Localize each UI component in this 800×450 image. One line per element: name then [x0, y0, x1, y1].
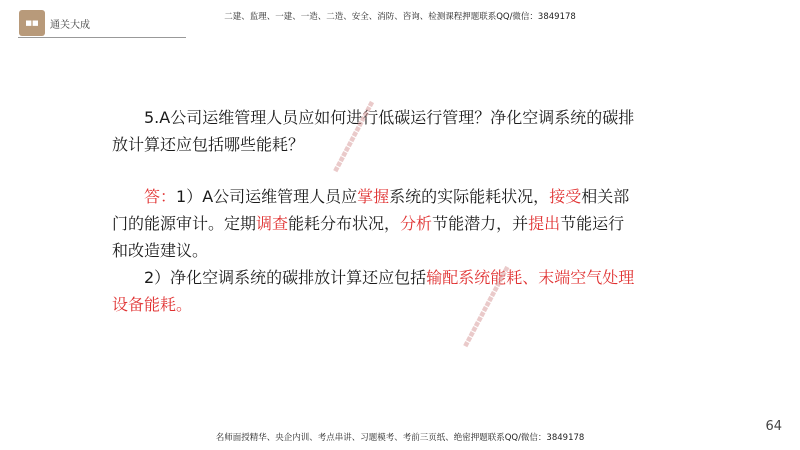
answer-label: 答：: [144, 187, 177, 206]
top-banner: 二建、监理、一建、一造、二造、安全、消防、咨询、检测课程押题联系QQ/微信：3849178: [224, 12, 576, 22]
keyword: 分析: [400, 214, 433, 233]
question-text: 5.A公司运维管理人员应如何进行低碳运行管理？净化空调系统的碳排放计算还应包括哪些能耗？: [112, 108, 635, 154]
answer-text: 能耗分布状况，: [288, 214, 401, 233]
answer-block: [112, 183, 640, 318]
answer-paragraph-1: [112, 183, 640, 264]
logo-mark: ■■: [25, 19, 39, 27]
answer-text: 节能潜力，并: [432, 214, 529, 233]
keyword: 调查: [256, 214, 289, 233]
watermark: ■■■■■■■■■■■■■■■■: [462, 264, 511, 349]
header-divider: [18, 37, 186, 38]
answer-paragraph-2: [112, 264, 640, 318]
keyword: 输配系统能耗、末端空气处理设备能耗。: [112, 268, 635, 314]
keyword: 掌握: [357, 187, 390, 206]
brand-name: 通关大成: [50, 20, 90, 31]
keyword: 提出: [528, 214, 561, 233]
page-number: 64: [765, 419, 782, 434]
answer-text: 1）A公司运维管理人员应: [176, 187, 358, 206]
answer-text: 2）净化空调系统的碳排放计算还应包括: [144, 268, 427, 287]
answer-text: 节能运行和改造建议。: [112, 214, 625, 260]
keyword: 接受: [549, 187, 582, 206]
watermark: ■■■■■■■■■■■■■■: [332, 99, 376, 174]
slide-content: [112, 104, 640, 318]
answer-text: 系统的实际能耗状况，: [389, 187, 550, 206]
answer-text: 相关部门的能源审计。定期: [112, 187, 630, 233]
bottom-banner: 名师面授精华、央企内训、考点串讲、习题模考、考前三页纸、绝密押题联系QQ/微信：3849178: [215, 433, 585, 443]
